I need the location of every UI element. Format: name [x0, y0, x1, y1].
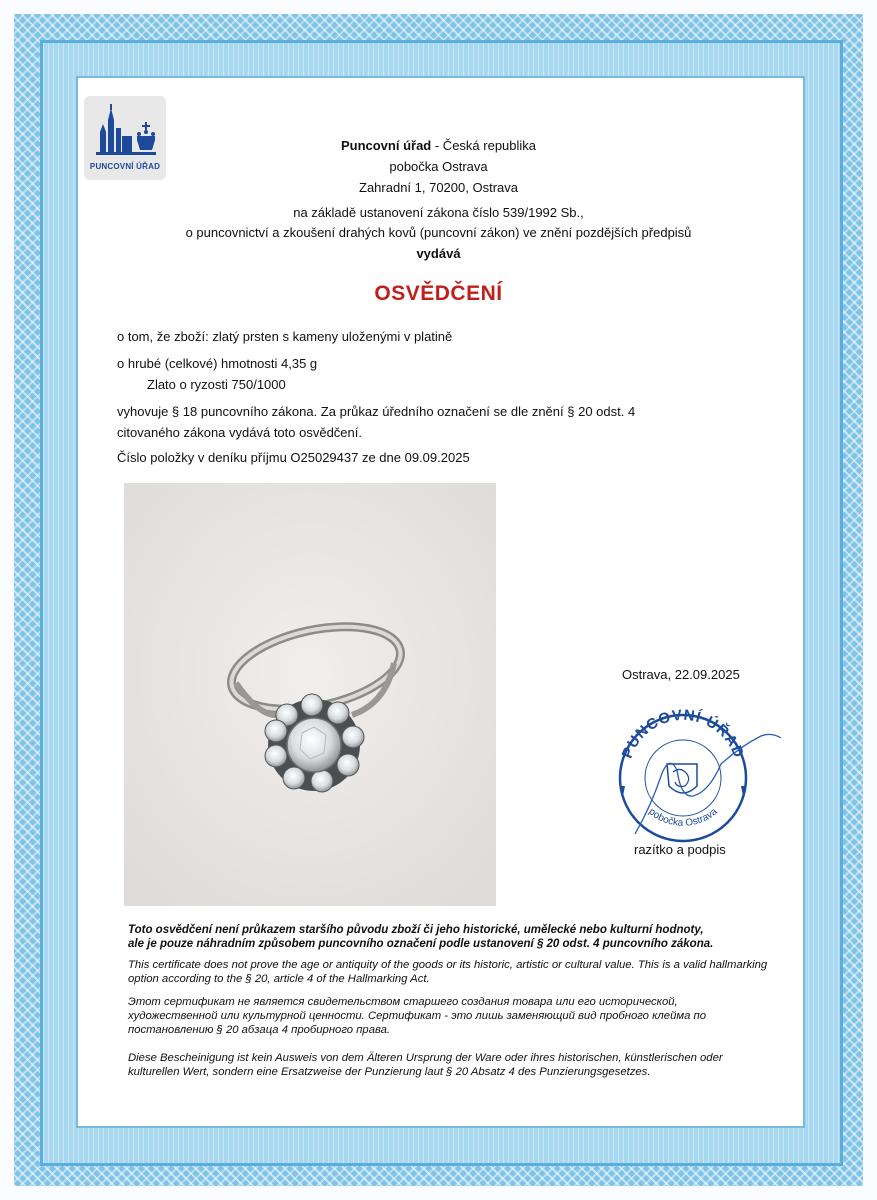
disclaimer-cz-line-1: Toto osvědčení není průkazem staršího původu zboží či jeho historické, umělecké nebo kulturní hodnoty,: [128, 924, 704, 936]
ring-image: [124, 483, 496, 906]
law-line-1: na základě ustanovení zákona číslo 539/1992 Sb.,: [293, 205, 584, 220]
weight-line: o hrubé (celkové) hmotnosti 4,35 g: [117, 356, 318, 371]
office-line: [76, 138, 801, 153]
compliance-line-2: citovaného zákona vydává toto osvědčení.: [117, 425, 362, 440]
disclaimer-en: This certificate does not prove the age or antiquity of the goods or its historic, artistic or cultural value. This is a valid hallmarking option according to the § 20, article 4 of the Hallmarking Act.: [128, 959, 768, 985]
signature-label: razítko a podpis: [634, 842, 726, 857]
address-line: Zahradní 1, 70200, Ostrava: [359, 180, 518, 195]
branch-line: pobočka Ostrava: [389, 159, 488, 174]
disclaimer-de: Diese Bescheinigung ist kein Ausweis von dem Älteren Ursprung der Ware oder ihres historischen, künstlerischen oder kulturellen Wert, sondern eine Ersatzweise der Punzierung laut § 20 Absatz 4 des Punzierungsgesetzes.: [128, 1052, 723, 1078]
office-country: - Česká republika: [431, 138, 537, 153]
svg-text:PUNCOVNÍ ÚŘAD: PUNCOVNÍ ÚŘAD: [618, 706, 748, 761]
stamp-seal-icon: [611, 706, 791, 846]
official-stamp: [611, 706, 791, 851]
issues-label: vydává: [416, 246, 461, 261]
goods-line: o tom, že zboží: zlatý prsten s kameny uloženými v platině: [117, 329, 453, 344]
register-line: Číslo položky v deníku příjmu O25029437 ze dne 09.09.2025: [117, 450, 470, 465]
fineness-line: Zlato o ryzosti 750/1000: [147, 377, 286, 392]
place-date: Ostrava, 22.09.2025: [622, 667, 740, 682]
svg-text:pobočka Ostrava: pobočka Ostrava: [646, 806, 720, 829]
logo-text: PUNCOVNÍ ÚŘAD: [89, 162, 161, 171]
disclaimer-ru: Этот сертификат не является свидетельством старшего создания товара или его исторической, художественной или культурной ценности. Сертификат - это лишь заменяющий вид пробного клейма по постановлению § 20 абзаца 4 пробирного права.: [128, 996, 707, 1036]
compliance-line-1: vyhovuje § 18 puncovního zákona. Za průkaz úředního označení se dle znění § 20 odst. 4: [117, 404, 636, 419]
certificate-title: OSVĚDČENÍ: [374, 282, 503, 305]
disclaimer-cz-line-2: ale je pouze náhradním způsobem puncovního označení podle ustanovení § 20 odst. 4 puncovního zákona.: [128, 938, 714, 950]
office-name: Puncovní úřad: [340, 138, 432, 153]
law-line-2: o puncovnictví a zkoušení drahých kovů (puncovní zákon) ve znění pozdějších předpisů: [185, 225, 692, 240]
ring-photo: [124, 483, 496, 906]
